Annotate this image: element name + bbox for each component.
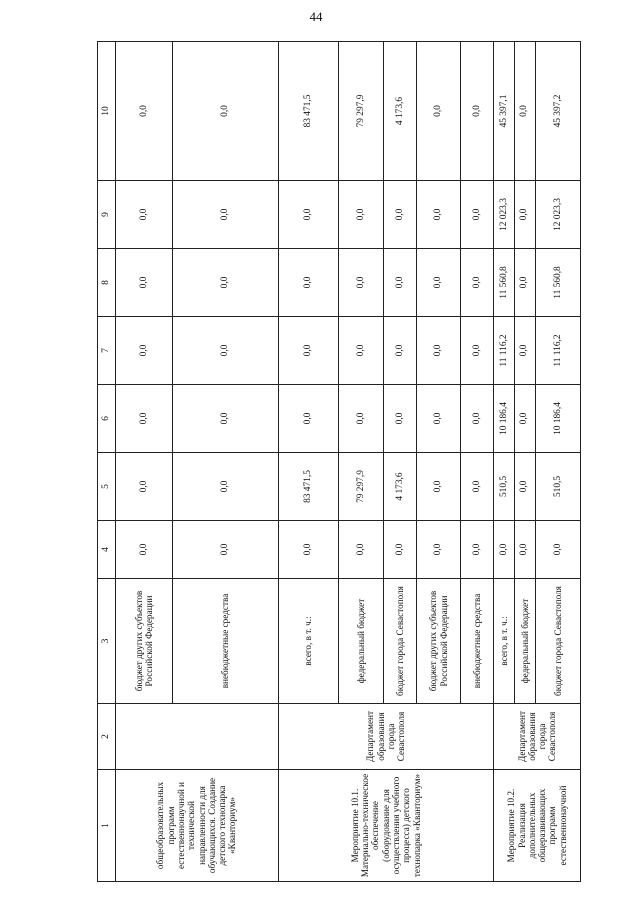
value-cell: 0,0 xyxy=(278,521,339,579)
header-col-3: 3 xyxy=(98,579,116,704)
value-cell: 11 116,2 xyxy=(494,317,515,385)
continued-measure-title: общеобразовательных программ естественнонаучной и технической направленности для обучающихся. Создание детского технопарка «Кванториум» xyxy=(115,770,278,882)
value-cell: 0,0 xyxy=(514,317,535,385)
table-row xyxy=(494,42,515,882)
value-cell: 12 023,3 xyxy=(494,181,515,249)
source-cell: бюджет других субъектов Российской Федерации xyxy=(416,579,460,704)
value-cell: 0,0 xyxy=(339,521,383,579)
value-cell: 0,0 xyxy=(278,385,339,453)
value-cell: 0,0 xyxy=(173,317,278,385)
value-cell: 510,5 xyxy=(494,453,515,521)
page-number: 44 xyxy=(309,9,323,24)
value-cell: 0,0 xyxy=(115,42,173,181)
value-cell: 0,0 xyxy=(339,317,383,385)
value-cell: 0,0 xyxy=(115,249,173,317)
value-cell: 0,0 xyxy=(514,521,535,579)
source-cell: бюджет города Севастополя xyxy=(535,579,580,704)
value-cell: 11 116,2 xyxy=(535,317,580,385)
budget-table-sheet xyxy=(97,42,581,882)
value-cell: 0,0 xyxy=(535,521,580,579)
value-cell: 11 560,8 xyxy=(535,249,580,317)
table-row xyxy=(278,42,339,882)
source-cell: внебюджетные средства xyxy=(173,579,278,704)
measure-10-1-title: Мероприятие 10.1. Материально-техническое обеспечение (оборудование для осуществления учебного процесса) детского технопарка «Кванториум» xyxy=(278,770,494,882)
value-cell: 510,5 xyxy=(535,453,580,521)
header-col-10: 10 xyxy=(98,42,116,181)
value-cell: 0,0 xyxy=(278,181,339,249)
header-col-1: 1 xyxy=(98,770,116,882)
header-col-5: 5 xyxy=(98,453,116,521)
header-col-7: 7 xyxy=(98,317,116,385)
value-cell: 0,0 xyxy=(383,385,416,453)
value-cell: 0,0 xyxy=(461,521,494,579)
value-cell: 11 560,8 xyxy=(494,249,515,317)
table-row xyxy=(115,42,173,882)
value-cell: 0,0 xyxy=(173,385,278,453)
value-cell: 0,0 xyxy=(383,317,416,385)
value-cell: 0,0 xyxy=(416,385,460,453)
continued-executor-cell xyxy=(115,704,278,770)
value-cell: 0,0 xyxy=(461,181,494,249)
measure-10-2-title: Мероприятие 10.2. Реализация дополнительных общеразвивающих программ естественнонаучной xyxy=(494,770,581,882)
value-cell: 0,0 xyxy=(383,181,416,249)
header-col-2: 2 xyxy=(98,704,116,770)
header-row xyxy=(98,42,116,882)
value-cell: 83 471,5 xyxy=(278,453,339,521)
value-cell: 0,0 xyxy=(173,249,278,317)
value-cell: 0,0 xyxy=(416,42,460,181)
value-cell: 0,0 xyxy=(115,521,173,579)
value-cell: 79 297,9 xyxy=(339,42,383,181)
budget-table xyxy=(97,41,581,882)
source-cell: бюджет города Севастополя xyxy=(383,579,416,704)
source-cell: федеральный бюджет xyxy=(339,579,383,704)
value-cell: 45 397,2 xyxy=(535,42,580,181)
value-cell: 0,0 xyxy=(173,42,278,181)
value-cell: 45 397,1 xyxy=(494,42,515,181)
source-cell: бюджет других субъектов Российской Федерации xyxy=(115,579,173,704)
value-cell: 0,0 xyxy=(278,317,339,385)
value-cell: 0,0 xyxy=(278,249,339,317)
source-cell: федеральный бюджет xyxy=(514,579,535,704)
value-cell: 0,0 xyxy=(514,181,535,249)
value-cell: 0,0 xyxy=(383,521,416,579)
value-cell: 0,0 xyxy=(339,181,383,249)
value-cell: 0,0 xyxy=(115,181,173,249)
value-cell: 0,0 xyxy=(416,521,460,579)
source-cell: всего, в т. ч.: xyxy=(494,579,515,704)
value-cell: 0,0 xyxy=(514,385,535,453)
value-cell: 0,0 xyxy=(115,385,173,453)
value-cell: 0,0 xyxy=(339,385,383,453)
value-cell: 0,0 xyxy=(416,317,460,385)
value-cell: 0,0 xyxy=(115,453,173,521)
source-cell: всего, в т. ч.: xyxy=(278,579,339,704)
value-cell: 0,0 xyxy=(461,385,494,453)
value-cell: 4 173,6 xyxy=(383,42,416,181)
measure-10-1-executor: Департамент образования города Севастополя xyxy=(278,704,494,770)
value-cell: 0,0 xyxy=(173,521,278,579)
value-cell: 0,0 xyxy=(339,249,383,317)
value-cell: 83 471,5 xyxy=(278,42,339,181)
value-cell: 79 297,9 xyxy=(339,453,383,521)
source-cell: внебюджетные средства xyxy=(461,579,494,704)
value-cell: 10 186,4 xyxy=(535,385,580,453)
value-cell: 0,0 xyxy=(416,249,460,317)
value-cell: 0,0 xyxy=(514,453,535,521)
value-cell: 0,0 xyxy=(461,453,494,521)
value-cell: 0,0 xyxy=(416,453,460,521)
header-col-6: 6 xyxy=(98,385,116,453)
value-cell: 0,0 xyxy=(461,317,494,385)
value-cell: 0,0 xyxy=(173,181,278,249)
value-cell: 0,0 xyxy=(383,249,416,317)
value-cell: 0,0 xyxy=(514,42,535,181)
header-col-9: 9 xyxy=(98,181,116,249)
value-cell: 0,0 xyxy=(416,181,460,249)
value-cell: 12 023,3 xyxy=(535,181,580,249)
header-col-4: 4 xyxy=(98,521,116,579)
value-cell: 10 186,4 xyxy=(494,385,515,453)
value-cell: 0,0 xyxy=(494,521,515,579)
header-col-8: 8 xyxy=(98,249,116,317)
value-cell: 0,0 xyxy=(514,249,535,317)
value-cell: 4 173,6 xyxy=(383,453,416,521)
value-cell: 0,0 xyxy=(173,453,278,521)
value-cell: 0,0 xyxy=(115,317,173,385)
value-cell: 0,0 xyxy=(461,42,494,181)
measure-10-2-executor: Департамент образования города Севастополя xyxy=(494,704,581,770)
value-cell: 0,0 xyxy=(461,249,494,317)
